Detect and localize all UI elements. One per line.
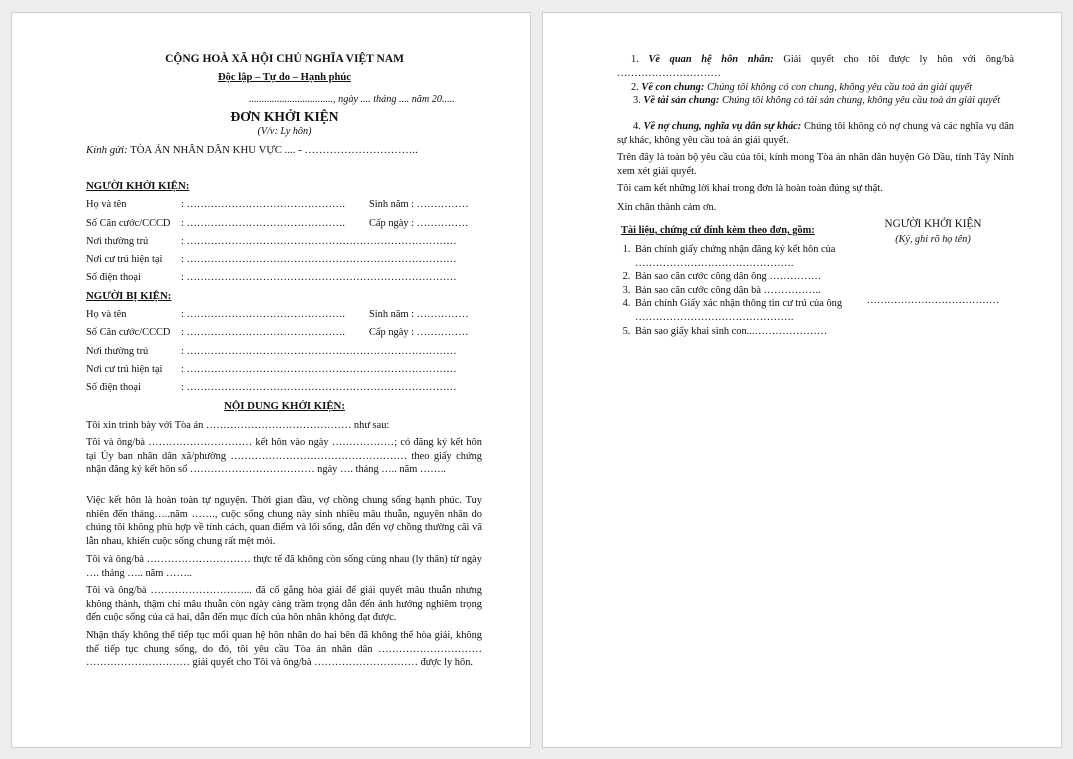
attachments-list [617, 243, 849, 338]
paragraph-request: Nhận thấy không thể tiếp tục mối quan hệ hôn nhân do hai bên đã không thể hòa giải, không thể tiếp tục chung sống, do đó, tôi yêu cầu Tòa án nhân dân ………………………… ………………………… giải quyết cho Tôi và ông/bà ………………………… được ly hôn. [86, 630, 482, 669]
attachment-item: 3. Bản sao căn cước công dân bà …………….. [633, 284, 849, 298]
plaintiff-row-id: Số Căn cước/CCCD : ………………………………………. Cấp ngày : …………… [86, 218, 469, 229]
plaintiff-heading: NGƯỜI KHỞI KIỆN: [86, 180, 190, 192]
recipient-line [86, 144, 418, 156]
plaintiff-row-permanent-address: Nơi thường trú : …………………………………………………………………… [86, 236, 457, 247]
paragraph-intro: Tôi xin trình bày với Tòa án …………………………………… như sau: [86, 420, 390, 431]
plaintiff-row-name: Họ và tên : ………………………………………. Sinh năm : …………… [86, 199, 469, 210]
content-heading: NỘI DUNG KHỞI KIỆN: [224, 400, 345, 412]
defendant-heading: NGƯỜI BỊ KIỆN: [86, 290, 172, 302]
attachment-item: 1. Bản chính giấy chứng nhận đăng ký kết hôn của ………………………………………. [633, 243, 849, 270]
paragraph-conflict: Việc kết hôn là hoàn toàn tự nguyện. Thời gian đầu, vợ chồng chung sống hạnh phúc. Tuy nhiên đến tháng…..năm ……., cuộc sống chung này sinh nhiều mâu thuẫn, nguyên nhân do chúng tôi không phù hợp về tính cách, quan điểm và lối sống, dẫn đến vợ chồng thường cãi vã lẫn nhau, khiến cuộc sống chung rất mệt mỏi. [86, 495, 482, 547]
document-subtitle: (V/v: Ly hôn) [257, 126, 312, 137]
request-item: 3. Về tài sản chung: Chúng tôi không có tài sản chung, không yêu cầu toà án giải quyết [633, 95, 1001, 106]
thanks-paragraph: Xin chân thành cảm ơn. [617, 202, 717, 213]
defendant-row-name: Họ và tên : ………………………………………. Sinh năm : …………… [86, 309, 469, 320]
request-item: 1. Về quan hệ hôn nhân: Giải quyết cho tôi được ly hôn với ông/bà ………………………… [617, 54, 1014, 79]
document-page-2 [542, 12, 1062, 748]
request-item: 2. Về con chung: Chúng tôi không có con chung, không yêu cầu toà án giải quyết [631, 82, 973, 93]
recipient-value: TÒA ÁN NHÂN DÂN KHU VỰC .... - ………………………….. [130, 144, 418, 156]
defendant-row-id: Số Căn cước/CCCD : ………………………………………. Cấp ngày : …………… [86, 327, 469, 338]
closing-paragraph: Trên đây là toàn bộ yêu cầu của tôi, kính mong Tòa án nhân dân huyện Gò Dầu, tỉnh Tây Ninh xem xét giải quyết. [617, 152, 1014, 177]
attachment-item: 5. Bản sao giấy khai sinh con...………………… [633, 325, 849, 339]
recipient-label: Kính gửi: [86, 144, 128, 156]
commitment-paragraph: Tôi cam kết những lời khai trong đơn là hoàn toàn đúng sự thật. [617, 183, 883, 194]
nation-header: CỘNG HOÀ XÃ HỘI CHỦ NGHĨA VIỆT NAM [165, 53, 404, 65]
motto: Độc lập – Tự do – Hạnh phúc [217, 72, 352, 83]
document-page-1 [11, 12, 531, 748]
request-item: 4. Về nợ chung, nghĩa vụ dân sự khác: Chúng tôi không có nợ chung và các nghĩa vụ dân sự khác, không yêu cầu toà án giải quyết. [617, 121, 1015, 146]
date-line: ................................., ngày .... tháng .... năm 20..... [249, 94, 455, 105]
paragraph-separation: Tôi và ông/bà ………………………… thực tế đã không còn sống cùng nhau (ly thân) từ ngày …. tháng ….. năm …….. [86, 554, 482, 579]
attachment-item: 2. Bản sao căn cước công dân ông …………… [633, 270, 849, 284]
attachments-heading: Tài liệu, chứng cứ đính kèm theo đơn, gồm: [621, 225, 815, 236]
plaintiff-row-current-address: Nơi cư trú hiện tại : …………………………………………………………………… [86, 254, 457, 265]
defendant-row-current-address: Nơi cư trú hiện tại : …………………………………………………………………… [86, 364, 457, 375]
attachment-item: 4. Bản chính Giấy xác nhận thông tin cư trú của ông ………………………………………. [633, 297, 849, 324]
signer-title: NGƯỜI KHỞI KIỆN [884, 218, 982, 230]
defendant-row-permanent-address: Nơi thường trú : …………………………………………………………………… [86, 346, 457, 357]
plaintiff-row-phone: Số điện thoại : …………………………………………………………………… [86, 272, 457, 283]
defendant-row-phone: Số điện thoại : …………………………………………………………………… [86, 382, 457, 393]
paragraph-marriage: Tôi và ông/bà ………………………… kết hôn vào ngày ………………; có đăng ký kết hôn tại Ủy ban nhân dân xã/phường …………………………………………… theo giấy chứng nhận đăng ký kết hôn số ……………………………… ngày …. tháng ….. năm …….. [86, 437, 482, 476]
document-title: ĐƠN KHỞI KIỆN [230, 109, 339, 124]
signature-line: ………………………………… [866, 295, 1000, 306]
paragraph-reconciliation: Tôi và ông/bà ………………………... đã cố gắng hòa giải để giải quyết mâu thuẫn nhưng không thành, thậm chí mâu thuẫn còn ngày càng trầm trọng dẫn đến ảnh hưởng nghiêm trọng đến cuộc sống của cả hai, dẫn đến mục đích của hôn nhân không đạt được. [86, 585, 482, 624]
signer-note: (Ký, ghi rõ họ tên) [895, 234, 971, 245]
